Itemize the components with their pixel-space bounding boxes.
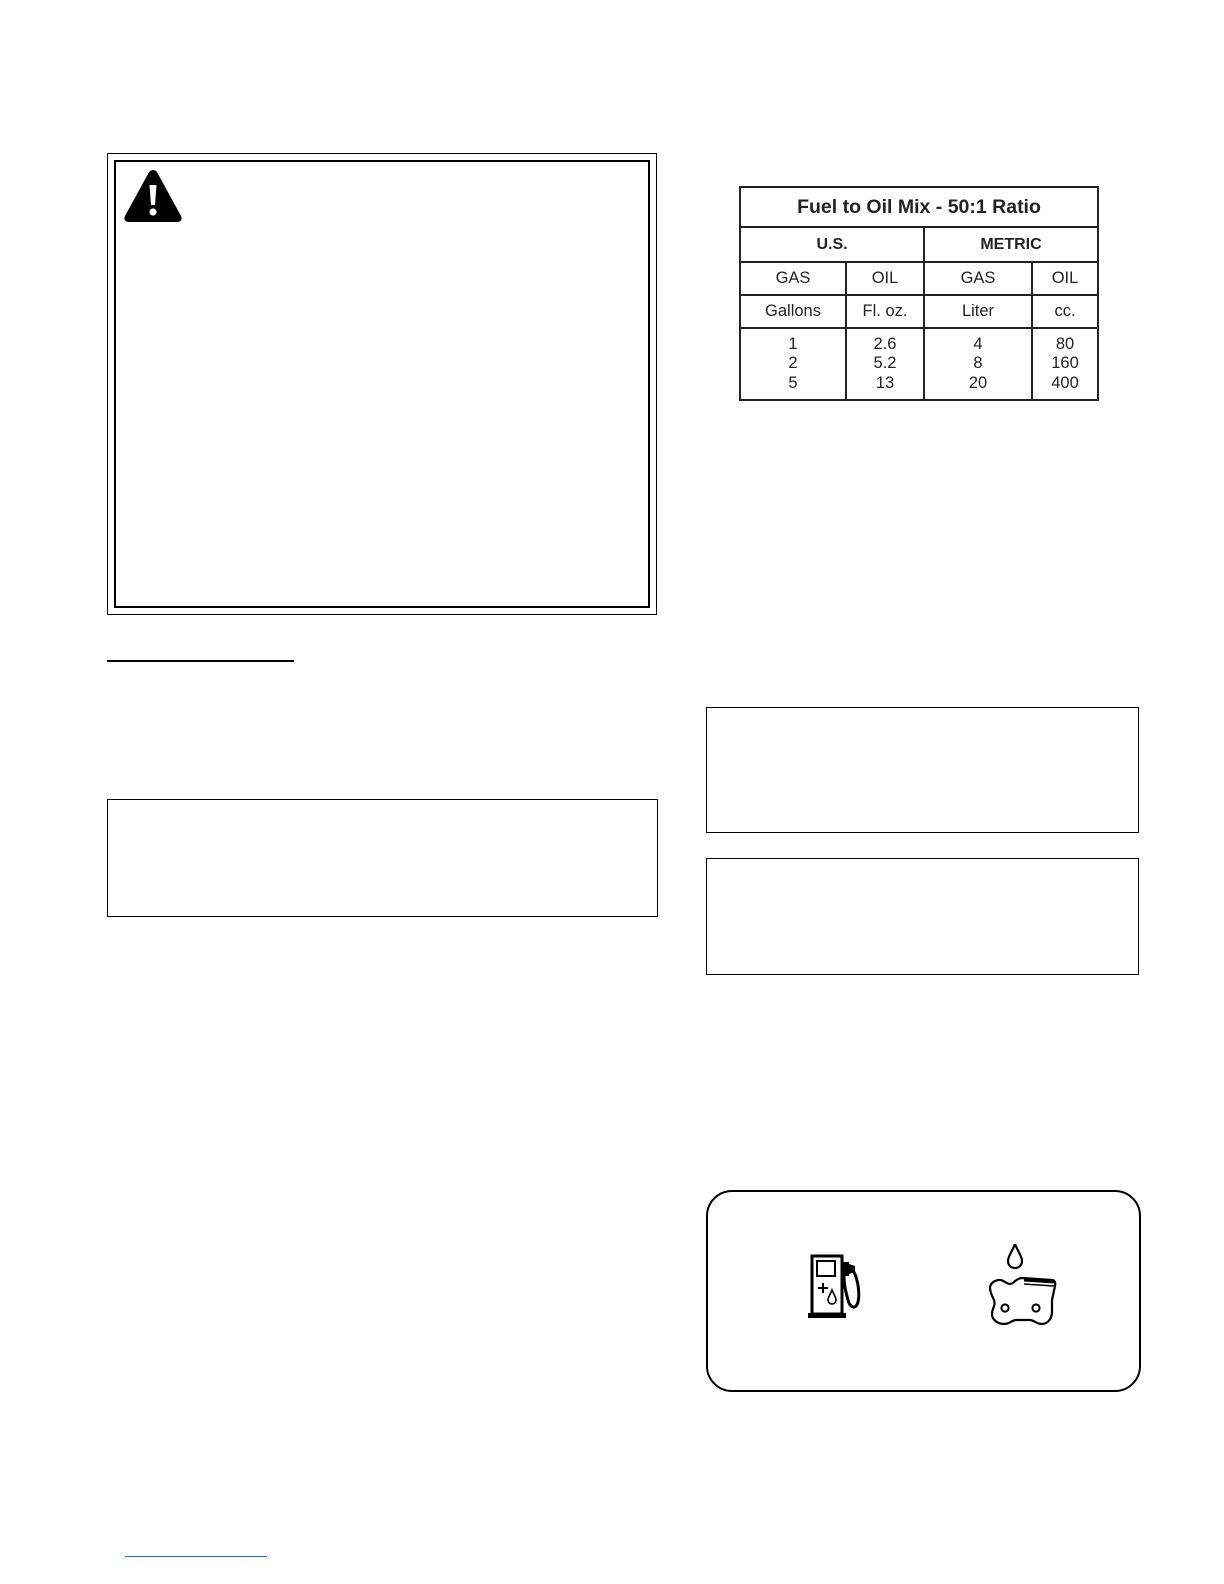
mix-table-liter-cell — [924, 328, 1032, 400]
mix-table-title: Fuel to Oil Mix - 50:1 Ratio — [740, 187, 1098, 227]
mix-table-unit-liter: Liter — [924, 295, 1032, 328]
notice-box-right-upper — [706, 707, 1139, 833]
fuel-oil-mix-table — [739, 186, 1099, 401]
mix-table-group-metric: METRIC — [924, 227, 1098, 262]
chain-oil-drop-icon — [978, 1244, 1060, 1330]
fuel-pump-icon — [808, 1252, 866, 1322]
table-cell: 2 — [788, 354, 798, 373]
table-cell: 80 — [1055, 334, 1075, 353]
section-heading-underline — [107, 660, 294, 662]
table-cell: 400 — [1051, 373, 1079, 392]
notice-box-right-lower — [706, 858, 1139, 975]
mix-table-col-oil-metric: OIL — [1032, 262, 1098, 295]
mix-table-gallons-cell — [740, 328, 846, 400]
table-cell: 2.6 — [873, 334, 897, 353]
table-cell: 4 — [973, 334, 983, 353]
mix-table-unit-gallons: Gallons — [740, 295, 846, 328]
mix-table-col-oil-us: OIL — [846, 262, 924, 295]
table-cell: 20 — [968, 373, 988, 392]
fuel-oil-symbol-box — [706, 1190, 1141, 1392]
mix-table-col-gas-metric: GAS — [924, 262, 1032, 295]
table-cell: 5.2 — [873, 354, 897, 373]
mix-table-col-gas-us: GAS — [740, 262, 846, 295]
table-cell: 160 — [1051, 354, 1079, 373]
table-cell: 13 — [875, 373, 895, 392]
warning-box-inner-border — [114, 160, 650, 608]
warning-box — [107, 153, 657, 615]
footer-link-underline[interactable] — [125, 1556, 267, 1557]
mix-table-fl-oz-cell — [846, 328, 924, 400]
table-cell: 8 — [973, 354, 983, 373]
mix-table-group-us: U.S. — [740, 227, 924, 262]
notice-box-left — [107, 799, 658, 917]
warning-triangle-icon — [122, 168, 184, 224]
table-cell: 1 — [788, 334, 798, 353]
mix-table-unit-fl-oz: Fl. oz. — [846, 295, 924, 328]
table-cell: 5 — [788, 373, 798, 392]
mix-table-cc-cell — [1032, 328, 1098, 400]
mix-table-unit-cc: cc. — [1032, 295, 1098, 328]
